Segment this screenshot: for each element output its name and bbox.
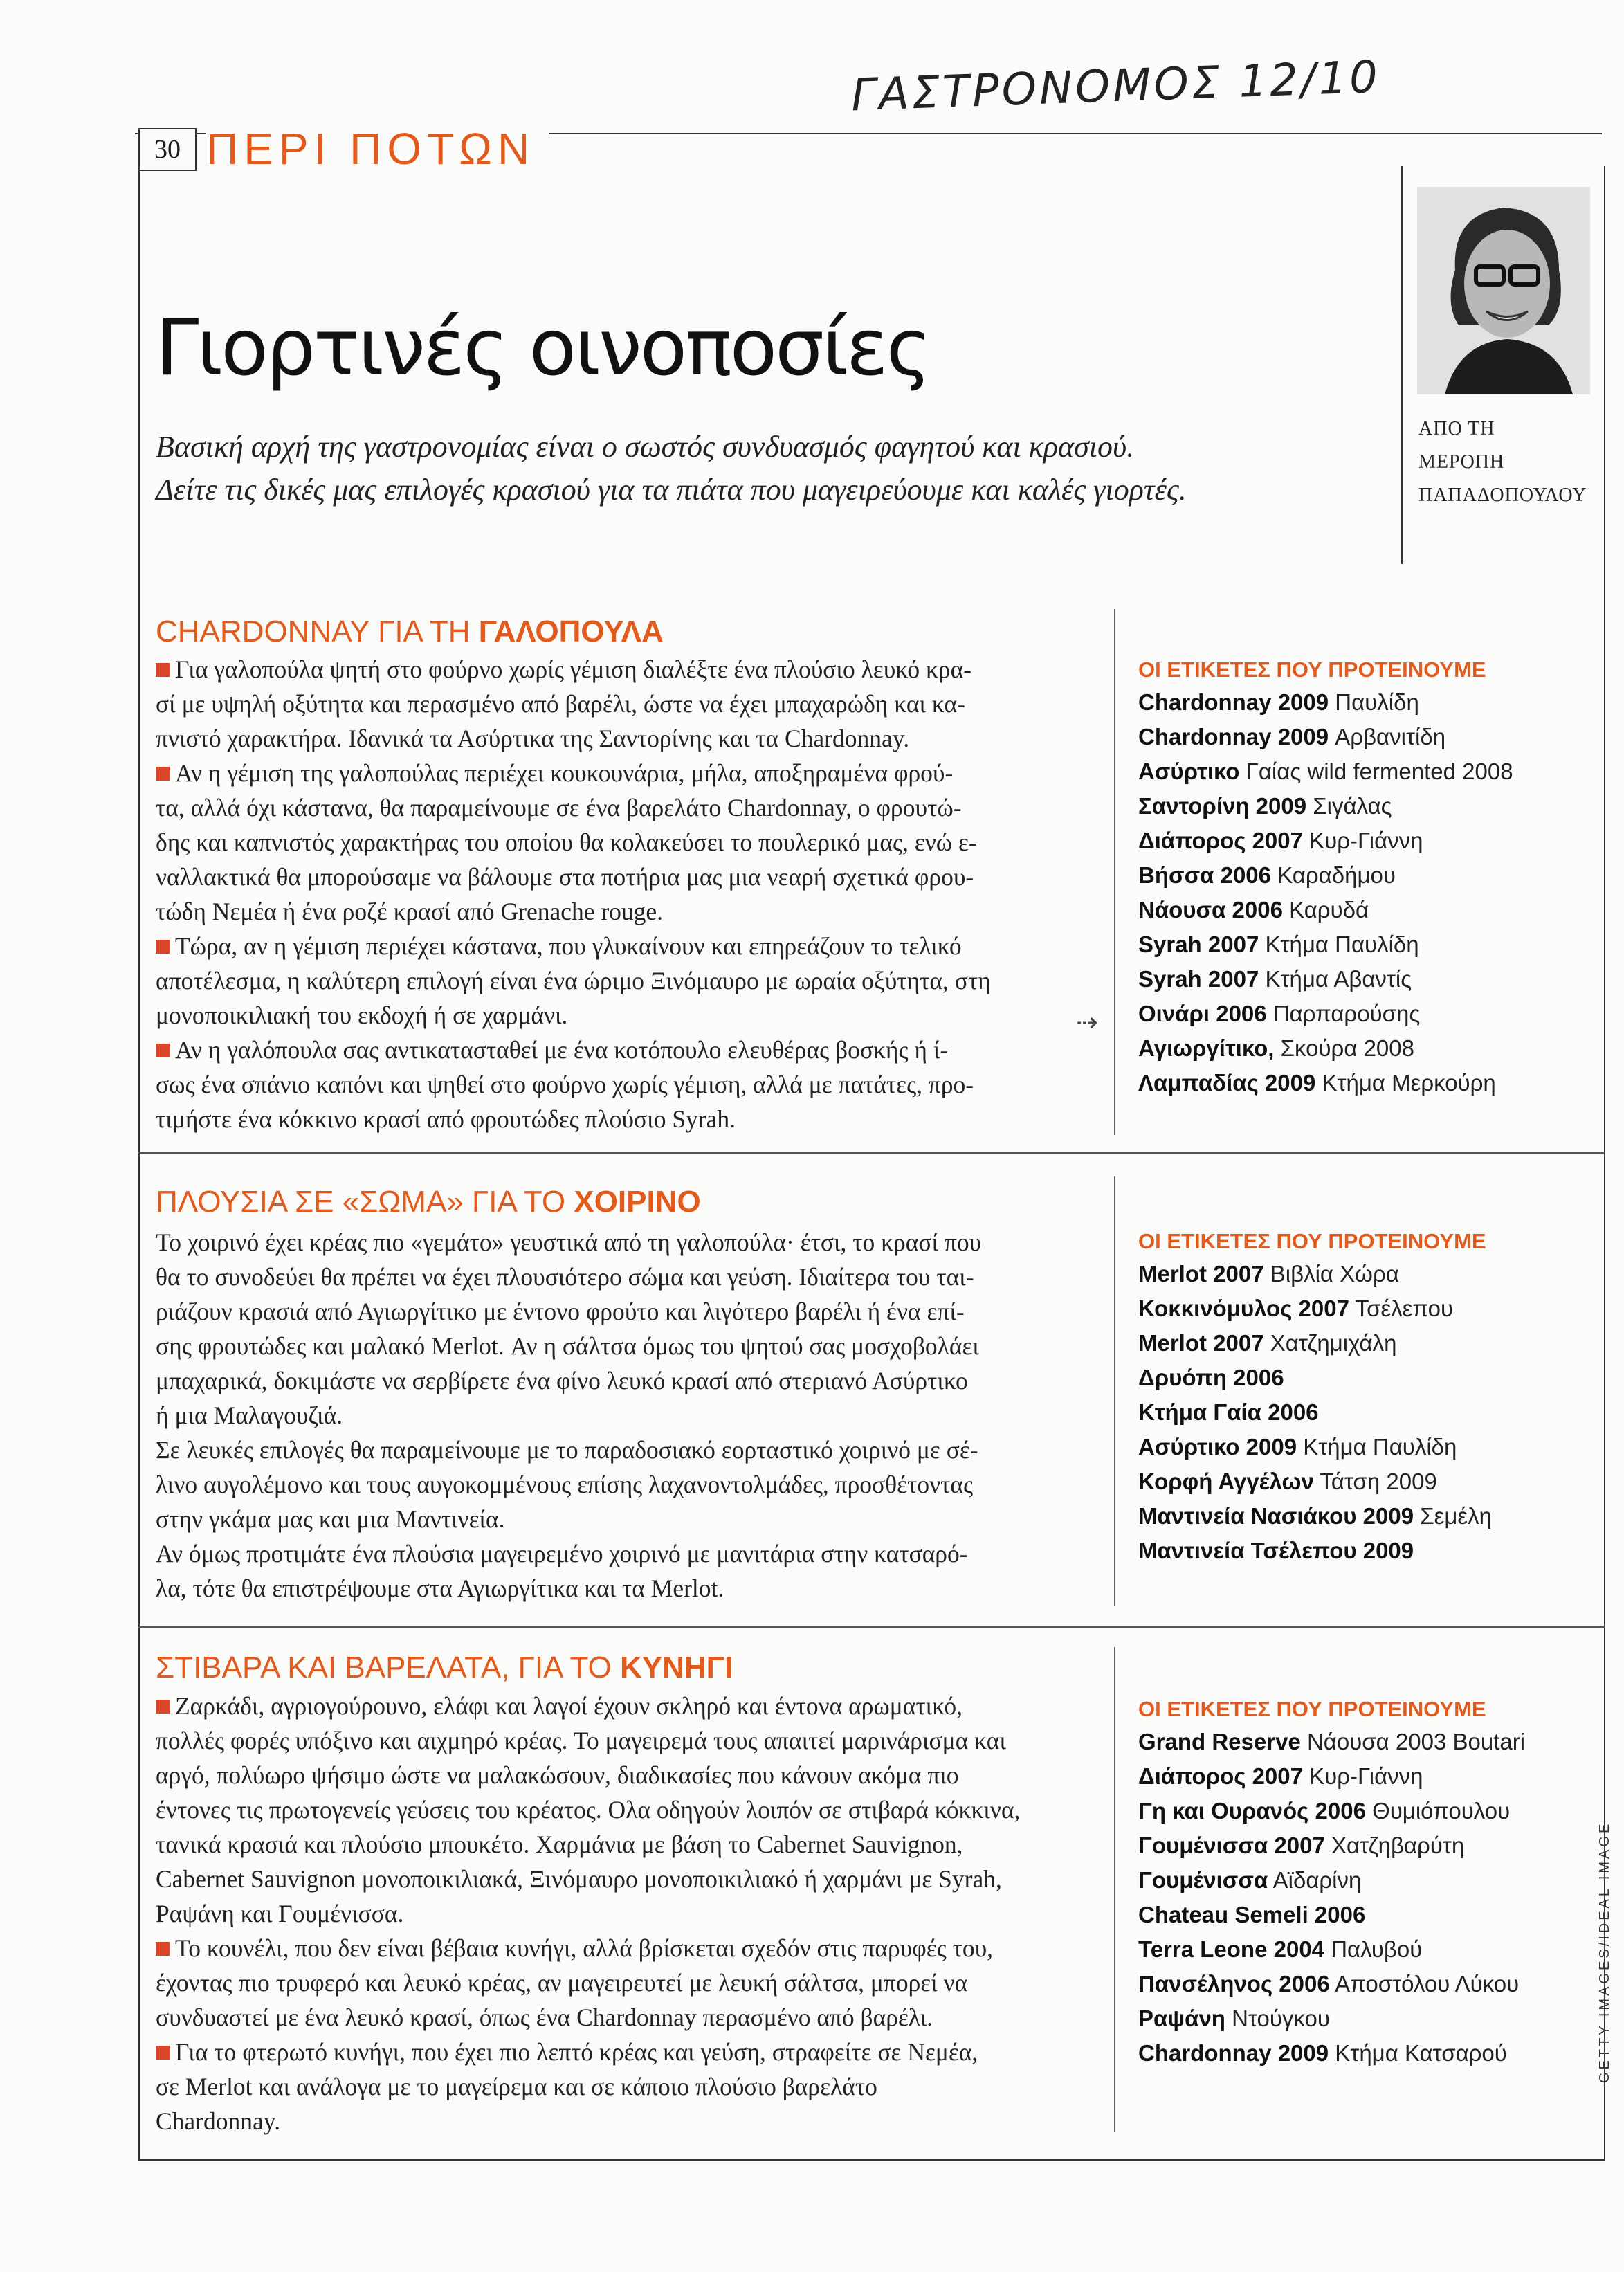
byline-line: ΑΠΟ ΤΗ [1418,418,1495,439]
section-label: ΠΕΡΙ ΠΟΤΩΝ [206,123,549,174]
paragraph-line: πολλές φορές υπόξινο και αιχμηρό κρέας. Το μαγειρεμά τους απαιτεί μαρινάρισμα και [156,1727,1006,1754]
wine-list-chardonnay [1138,685,1513,1100]
section-title-bold: ΓΑΛΟΠΟΥΛΑ [478,615,664,648]
wine-item: Κοκκινόμυλος 2007 Τσέλεπου [1138,1296,1454,1321]
bullet-square-icon [156,663,170,677]
wine-list-heading: ΟΙ ΕΤΙΚΕΤΕΣ ΠΟΥ ΠΡΟΤΕΙΝΟΥΜΕ [1138,1229,1486,1253]
wine-item: Terra Leone 2004 Παλυβού [1138,1936,1423,1962]
paragraph-line: σί με υψηλή οξύτητα και περασμένο από βαρέλι, ώστε να έχει μπαχαρώδη και κα- [156,690,965,718]
wine-item: Ραψάνη Ντούγκου [1138,2006,1330,2031]
wine-item: Γουμένισσα 2007 Χατζηβαρύτη [1138,1833,1465,1858]
frame-left [138,166,140,2159]
section-body-game [156,1689,1107,2138]
wine-item: Οινάρι 2006 Παρπαρούσης [1138,1001,1421,1026]
bullet-square-icon [156,2046,170,2060]
wine-item: Γουμένισσα Αϊδαρίνη [1138,1867,1362,1893]
wine-item: Chardonnay 2009 Κτήμα Κατσαρού [1138,2040,1507,2066]
wine-item: Ασύρτικο Γαίας wild fermented 2008 [1138,758,1513,784]
paragraph-line: Για γαλοπούλα ψητή στο φούρνο χωρίς γέμιση διαλέξτε ένα πλούσιο λευκό κρα- [156,652,1107,687]
bullet-square-icon [156,767,170,781]
paragraph-line: ή μια Μαλαγουζιά. [156,1401,343,1429]
section-divider [138,1152,1605,1154]
section-title-bold: ΚΥΝΗΓΙ [619,1651,733,1684]
paragraph-line: τα, αλλά όχι κάστανα, θα παραμείνουμε σε ένα βαρελάτο Chardonnay, ο φρουτώ- [156,794,962,821]
bullet-square-icon [156,940,170,954]
photo-credit: GETTY IMAGES/IDEAL IMAGE [1597,1821,1612,2083]
author-portrait [1417,187,1590,394]
wine-item: Grand Reserve Νάουσα 2003 Boutari [1138,1729,1526,1754]
wine-item: Chardonnay 2009 Παυλίδη [1138,689,1419,715]
paragraph-line: σε Merlot και ανάλογα με το μαγείρεμα και σε κάποιο πλούσιο βαρελάτο [156,2073,877,2100]
paragraph-line: μονοποικιλιακή του εκδοχή ή σε χαρμάνι. [156,1001,568,1029]
wine-item: Merlot 2007 Βιβλία Χώρα [1138,1261,1399,1287]
paragraph-line: σως ένα σπάνιο καπόνι και ψηθεί στο φούρνο χωρίς γέμιση, αλλά με πατάτες, προ- [156,1071,974,1098]
paragraph-line: Για το φτερωτό κυνήγι, που έχει πιο λεπτό κρέας και γεύση, στραφείτε σε Νεμέα, [156,2035,1107,2069]
wine-item: Βήσσα 2006 Καραδήμου [1138,862,1396,888]
paragraph-line: σης φρουτώδες και μαλακό Merlot. Αν η σάλτσα όμως του ψητού σας μοσχοβολάει [156,1332,979,1360]
paragraph-line: λινο αυγολέμονο και τους αυγοκομμένους επίσης λαχανοντολμάδες, προσθέτοντας [156,1471,974,1498]
paragraph-line: Ραψάνη και Γουμένισσα. [156,1900,404,1927]
section-title-game [156,1651,733,1685]
column-divider [1114,609,1115,1135]
bullet-square-icon [156,1942,170,1956]
paragraph-line: Το χοιρινό έχει κρέας πιο «γεμάτο» γευστικά από τη γαλοπούλα· έτσι, το κρασί που [156,1228,982,1256]
wine-item: Γη και Ουρανός 2006 Θυμιόπουλου [1138,1798,1511,1824]
wine-list-heading: ΟΙ ΕΤΙΚΕΤΕΣ ΠΟΥ ΠΡΟΤΕΙΝΟΥΜΕ [1138,1697,1486,1721]
paragraph-line: λα, τότε θα επιστρέψουμε στα Αγιωργίτικα και τα Merlot. [156,1574,724,1602]
byline-divider [1401,405,1403,564]
paragraph-line: έχοντας πιο τρυφερό και λευκό κρέας, αν μαγειρευτεί με λευκή σάλτσα, μπορεί να [156,1969,968,1997]
bullet-square-icon [156,1044,170,1057]
byline-author-last: ΠΑΠΑΔΟΠΟΥΛΟΥ [1418,484,1587,506]
paragraph-line: έντονες τις πρωτογενείς γεύσεις του κρέατος. Ολα οδηγούν λοιπόν σε στιβαρά κόκκινα, [156,1796,1021,1824]
wine-item: Μαντινεία Νασιάκου 2009 Σεμέλη [1138,1503,1492,1529]
handwritten-note: ΓΑΣΤΡΟΝΟΜΟΣ 12/10 [850,51,1382,122]
deck [156,426,1401,511]
paragraph-line: ναλλακτικά θα μπορούσαμε να βάλουμε στα ποτήρια μας μια νεαρή σχετικά φρου- [156,863,974,891]
section-title-chardonnay [156,615,664,649]
wine-item: Syrah 2007 Κτήμα Αβαντίς [1138,966,1412,992]
section-title-bold: ΧΟΙΡΙΝΟ [574,1185,701,1219]
paragraph-line: τώδη Νεμέα ή ένα ροζέ κρασί από Grenache rouge. [156,898,664,925]
section-title-pork [156,1185,701,1219]
deck-line: Βασική αρχή της γαστρονομίας είναι ο σωστός συνδυασμός φαγητού και κρασιού. [156,430,1135,464]
section-title-plain: ΠΛΟΥΣΙΑ ΣΕ «ΣΩΜΑ» ΓΙΑ ΤΟ [156,1185,574,1219]
wine-item: Chardonnay 2009 Αρβανιτίδη [1138,724,1446,749]
wine-item: Ασύρτικο 2009 Κτήμα Παυλίδη [1138,1434,1457,1460]
wine-item: Διάπορος 2007 Κυρ-Γιάννη [1138,1763,1423,1789]
wine-item: Διάπορος 2007 Κυρ-Γιάννη [1138,828,1423,853]
paragraph-line: τανικά κρασιά και πλούσιο μπουκέτο. Χαρμάνια με βάση το Cabernet Sauvignon, [156,1830,963,1858]
wine-item: Λαμπαδίας 2009 Κτήμα Μερκούρη [1138,1070,1496,1096]
column-divider [1114,1176,1115,1606]
paragraph-line: Αν όμως προτιμάτε ένα πλούσια μαγειρεμένο χοιρινό με μανιτάρια στην κατσαρό- [156,1540,968,1567]
byline-author-first: ΜΕΡΟΠΗ [1418,451,1505,473]
handwritten-arrow-icon: ⇢ [1076,1007,1098,1037]
paragraph-line: μπαχαρικά, δοκιμάστε να σερβίρετε ένα φίνο λευκό κρασί από στεριανό Ασύρτικο [156,1367,968,1394]
paragraph-line: Τώρα, αν η γέμιση περιέχει κάστανα, που γλυκαίνουν και επηρεάζουν το τελικό [156,929,1107,963]
paragraph-line: στην γκάμα μας και μια Μαντινεία. [156,1505,505,1533]
wine-item: Κτήμα Γαία 2006 [1138,1399,1319,1425]
wine-item: Αγιωργίτικο, Σκούρα 2008 [1138,1035,1414,1061]
section-title-plain: ΣΤΙΒΑΡΑ ΚΑΙ ΒΑΡΕΛΑΤΑ, ΓΙΑ ΤΟ [156,1651,620,1684]
paragraph-line: Chardonnay. [156,2107,281,2135]
column-divider [1114,1647,1115,2132]
paragraph-line: Αν η γέμιση της γαλοπούλας περιέχει κουκουνάρια, μήλα, αποξηραμένα φρού- [156,756,1107,790]
wine-item: Μαντινεία Τσέλεπου 2009 [1138,1538,1414,1563]
wine-item: Πανσέληνος 2006 Αποστόλου Λύκου [1138,1971,1520,1997]
paragraph-line: θα το συνοδεύει θα πρέπει να έχει πλουσιότερο σώμα και γεύση. Ιδιαίτερα του ται- [156,1263,974,1291]
paragraph-line: συνδυαστεί με ένα λευκό κρασί, όπως ένα Chardonnay περασμένο από βαρέλι. [156,2003,933,2031]
paragraph-line: δης και καπνιστός χαρακτήρας του οποίου θα κολακεύσει το πουλερικό μας, ενώ ε- [156,828,977,856]
wine-item: Chateau Semeli 2006 [1138,1902,1366,1927]
wine-item: Syrah 2007 Κτήμα Παυλίδη [1138,931,1419,957]
wine-item: Νάουσα 2006 Καρυδά [1138,897,1369,923]
wine-list-game [1138,1725,1525,2071]
paragraph-line: Σε λευκές επιλογές θα παραμείνουμε με το παραδοσιακό εορταστικό χοιρινό με σέ- [156,1436,978,1464]
paragraph-line: ριάζουν κρασιά από Αγιωργίτικο με έντονο φρούτο και λιγότερο βαρέλι ή ένα επί- [156,1298,965,1325]
bottom-rule [138,2159,1605,2161]
wine-list-pork [1138,1257,1492,1568]
paragraph-line: Cabernet Sauvignon μονοποικιλιακά, Ξινόμαυρο μονοποικιλιακό ή χαρμάνι με Syrah, [156,1865,1002,1893]
headline: Γιορτινές οινοποσίες [156,303,930,393]
wine-item: Σαντορίνη 2009 Σιγάλας [1138,793,1392,819]
paragraph-line: αποτέλεσμα, η καλύτερη επιλογή είναι ένα ώριμο Ξινόμαυρο με ωραία οξύτητα, στη [156,967,991,994]
paragraph-line: αργό, πολύωρο ψήσιμο ώστε να μαλακώσουν, διαδικασίες που κάνουν ακόμα πιο [156,1761,959,1789]
paragraph-line: τιμήστε ένα κόκκινο κρασί από φρουτώδες πλούσιο Syrah. [156,1105,736,1133]
section-body-chardonnay [156,652,1107,1136]
byline [1418,412,1587,512]
section-body-pork [156,1225,1107,1606]
deck-line: Δείτε τις δικές μας επιλογές κρασιού για τα πιάτα που μαγειρεύουμε και καλές γιορτές. [156,473,1187,507]
section-divider [138,1626,1605,1628]
paragraph-line: Ζαρκάδι, αγριογούρουνο, ελάφι και λαγοί έχουν σκληρό και έντονα αρωματικό, [156,1689,1107,1723]
paragraph-line: πνιστό χαρακτήρα. Ιδανικά τα Ασύρτικα της Σαντορίνης και τα Chardonnay. [156,725,910,752]
wine-item: Merlot 2007 Χατζημιχάλη [1138,1330,1397,1356]
paragraph-line: Το κουνέλι, που δεν είναι βέβαια κυνήγι, αλλά βρίσκεται σχεδόν στις παρυφές του, [156,1931,1107,1965]
bullet-square-icon [156,1700,170,1714]
page-number: 30 [138,128,197,171]
paragraph-line: Αν η γαλόπουλα σας αντικατασταθεί με ένα κοτόπουλο ελευθέρας βοσκής ή ί- [156,1033,1107,1067]
wine-item: Κορφή Αγγέλων Τάτση 2009 [1138,1469,1437,1494]
wine-list-heading: ΟΙ ΕΤΙΚΕΤΕΣ ΠΟΥ ΠΡΟΤΕΙΝΟΥΜΕ [1138,657,1486,682]
wine-item: Δρυόπη 2006 [1138,1365,1284,1390]
section-title-plain: CHARDONNAY ΓΙΑ ΤΗ [156,615,479,648]
